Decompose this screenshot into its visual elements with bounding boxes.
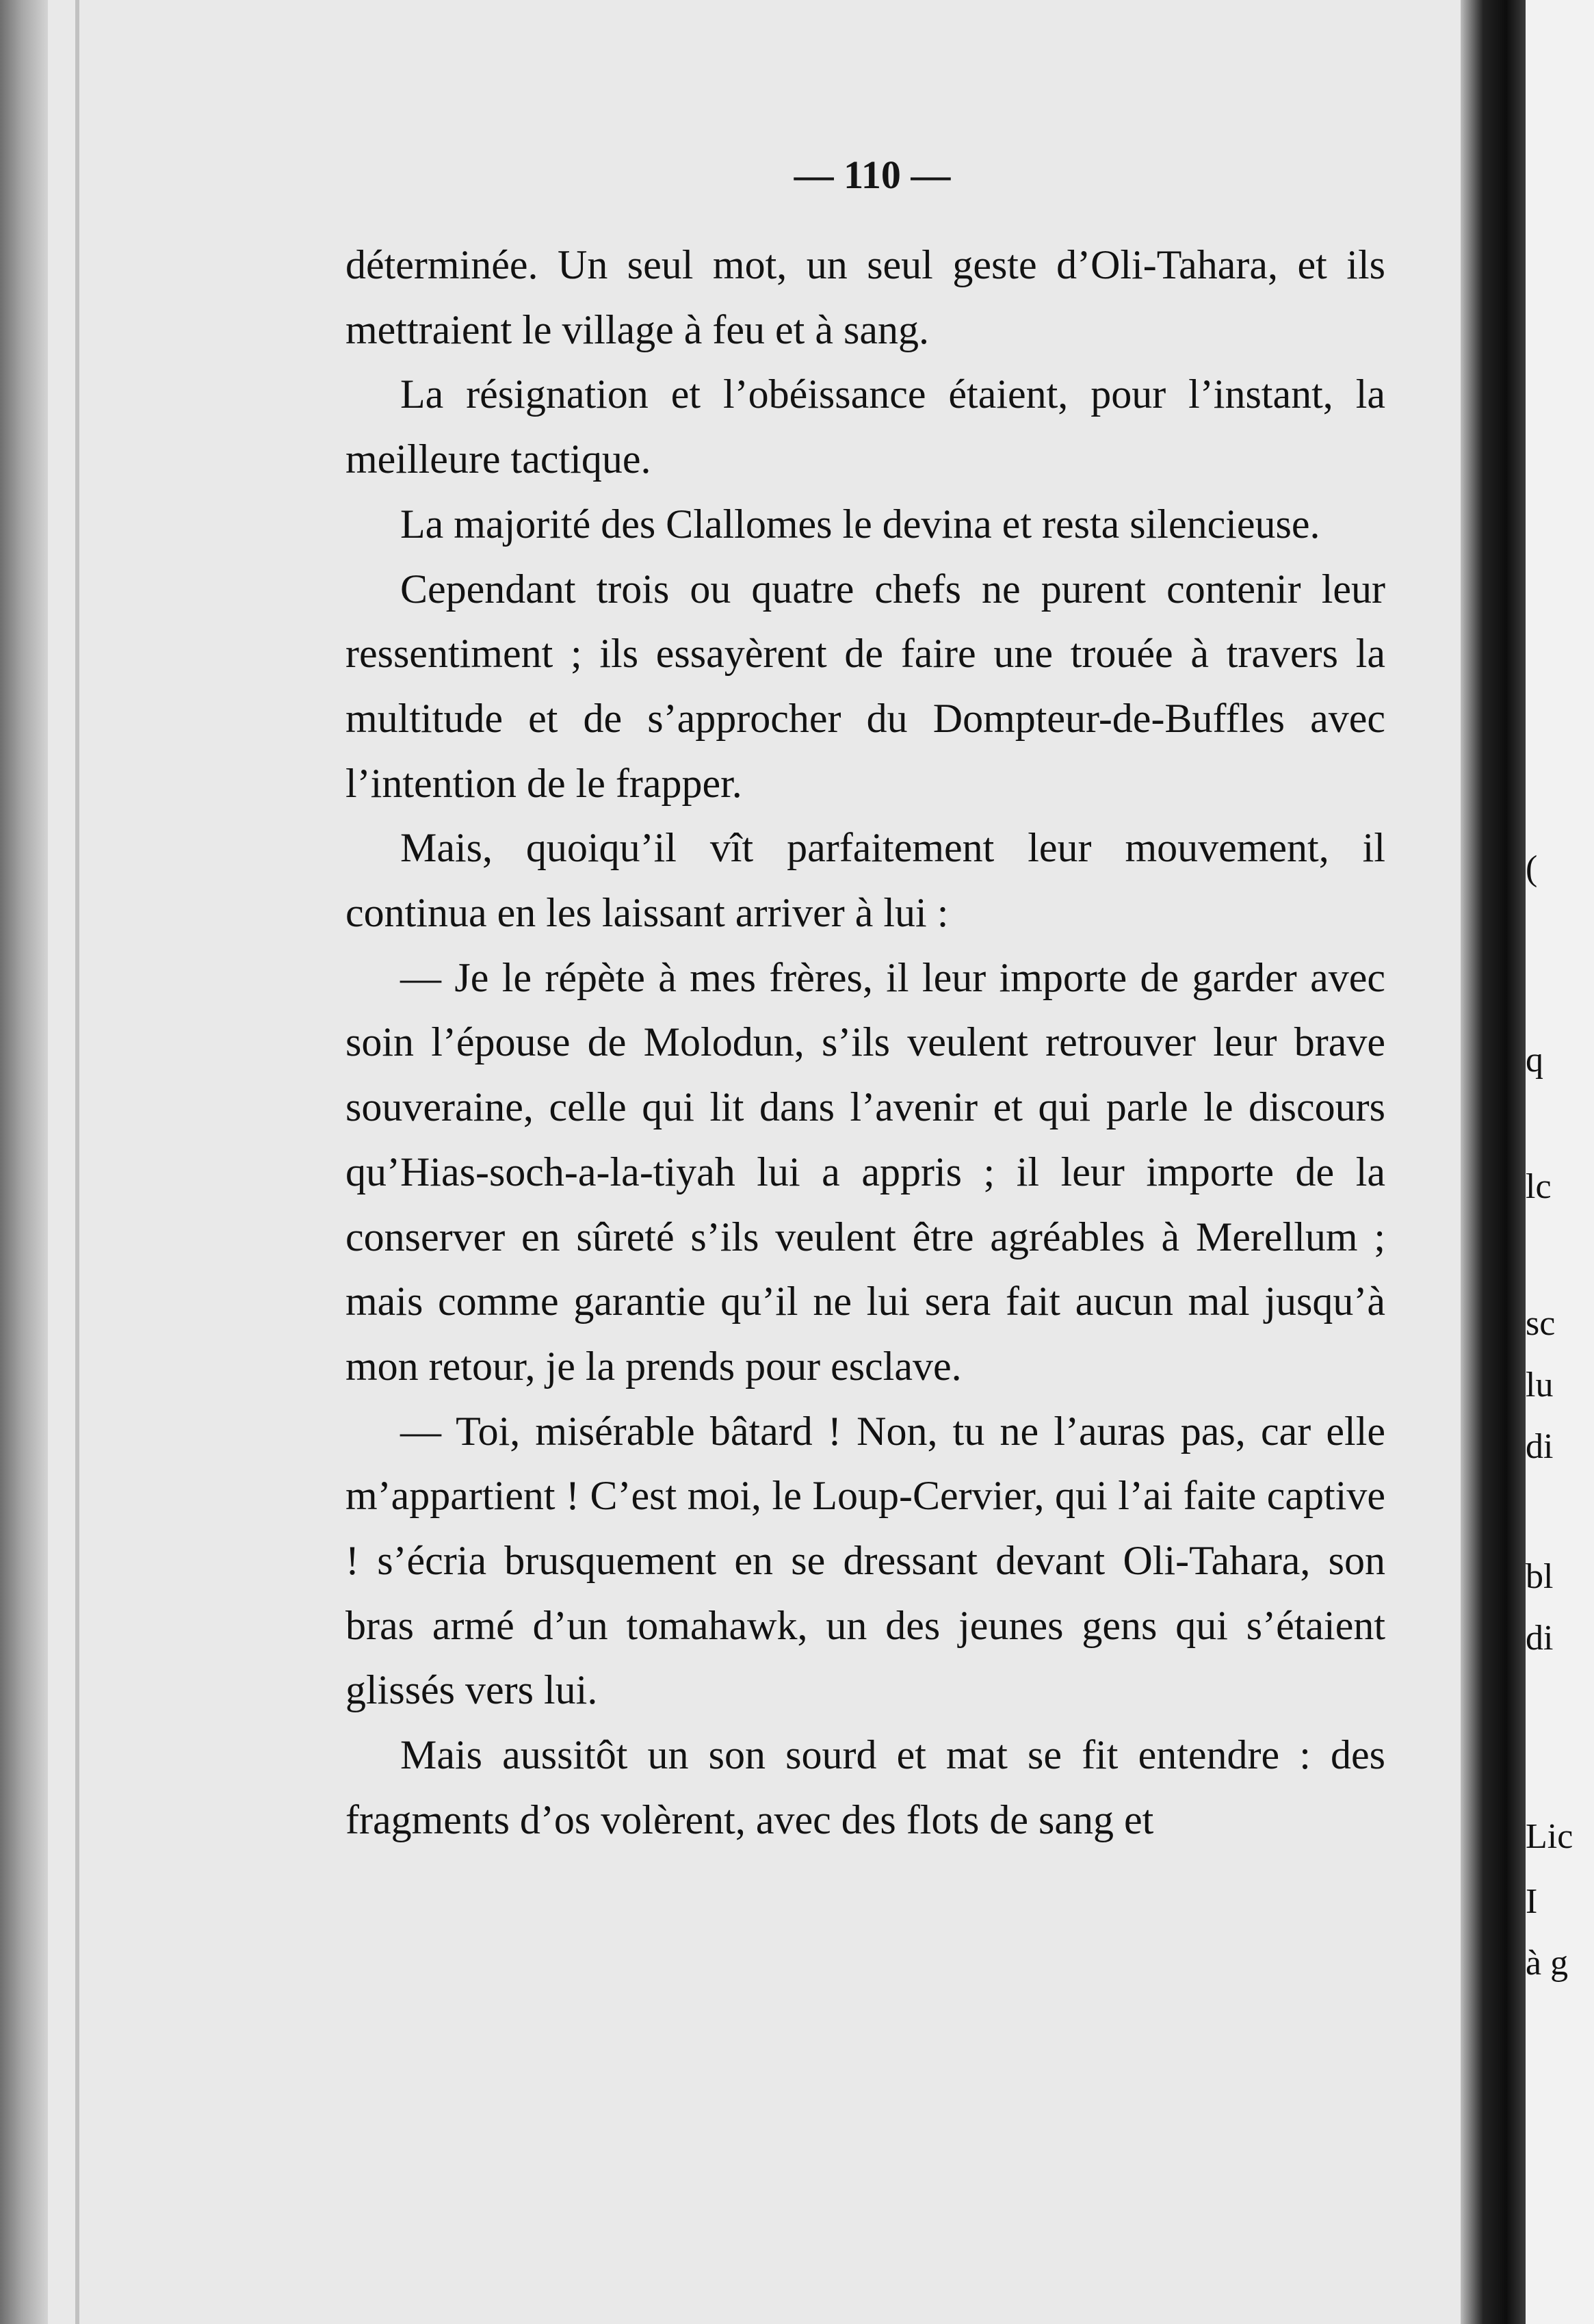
adjacent-page-fragment: à g xyxy=(1526,1944,1569,1983)
paragraph: Mais, quoiqu’il vît parfaitement leur mouvement, il continua en les laissant arriver à lui : xyxy=(345,825,1385,936)
dialogue-paragraph: — Toi, misérable bâtard ! Non, tu ne l’auras pas, car elle m’appartient ! C’est moi, le Loup-Cervier, qui l’ai faite captive ! s’écria brusquement en se dressant devant Oli-Tahara, son bras armé d’un tomahawk, un des jeunes gens qui s’étaient glissés vers lui. xyxy=(345,1408,1385,1713)
adjacent-page-edge xyxy=(1526,0,1594,2324)
adjacent-page-fragment: q xyxy=(1526,1041,1543,1080)
paragraph: Mais aussitôt un son sourd et mat se fit entendre : des fragments d’os volèrent, avec des flots de sang et xyxy=(345,1732,1385,1842)
dialogue-paragraph: — Je le répète à mes frères, il leur importe de garder avec soin l’épouse de Molodun, s’ils veulent retrouver leur brave souveraine, celle qui lit dans l’avenir et qui parle le discours qu’Hias-soch-a-la-tiyah lui a appris ; il leur importe de la conserver en sûreté s’ils veulent être agréables à Merellum ; mais comme garantie qu’il ne lui sera fait aucun mal jusqu’à mon retour, je la prends pour esclave. xyxy=(345,954,1385,1389)
adjacent-page-fragment: di xyxy=(1526,1619,1554,1658)
book-gutter-shadow xyxy=(1461,0,1526,2324)
adjacent-page-fragment: Lic xyxy=(1526,1817,1573,1856)
page-left-edge-shadow xyxy=(0,0,48,2324)
page-number: — 110 — xyxy=(794,153,951,197)
page-body-text xyxy=(345,233,1385,1853)
adjacent-page-fragment: ( xyxy=(1526,849,1538,888)
adjacent-page-fragment: bl xyxy=(1526,1557,1554,1596)
page-left-crease xyxy=(75,0,79,2324)
adjacent-page-fragment: I xyxy=(1526,1882,1538,1921)
adjacent-page-fragment: di xyxy=(1526,1427,1554,1466)
paragraph: La résignation et l’obéissance étaient, pour l’instant, la meilleure tactique. xyxy=(345,371,1385,482)
paragraph: déterminée. Un seul mot, un seul geste d’Oli-Tahara, et ils mettraient le village à feu et à sang. xyxy=(345,242,1385,352)
paragraph: Cependant trois ou quatre chefs ne purent contenir leur ressentiment ; ils essayèrent de faire une trouée à travers la multitude et de s’approcher du Dompteur-de-Buffles avec l’intention de le frapper. xyxy=(345,566,1385,806)
paragraph: La majorité des Clallomes le devina et resta silencieuse. xyxy=(400,501,1320,547)
adjacent-page-fragment: sc xyxy=(1526,1304,1556,1343)
adjacent-page-fragment: lu xyxy=(1526,1366,1554,1405)
adjacent-page-fragment: lc xyxy=(1526,1167,1552,1206)
